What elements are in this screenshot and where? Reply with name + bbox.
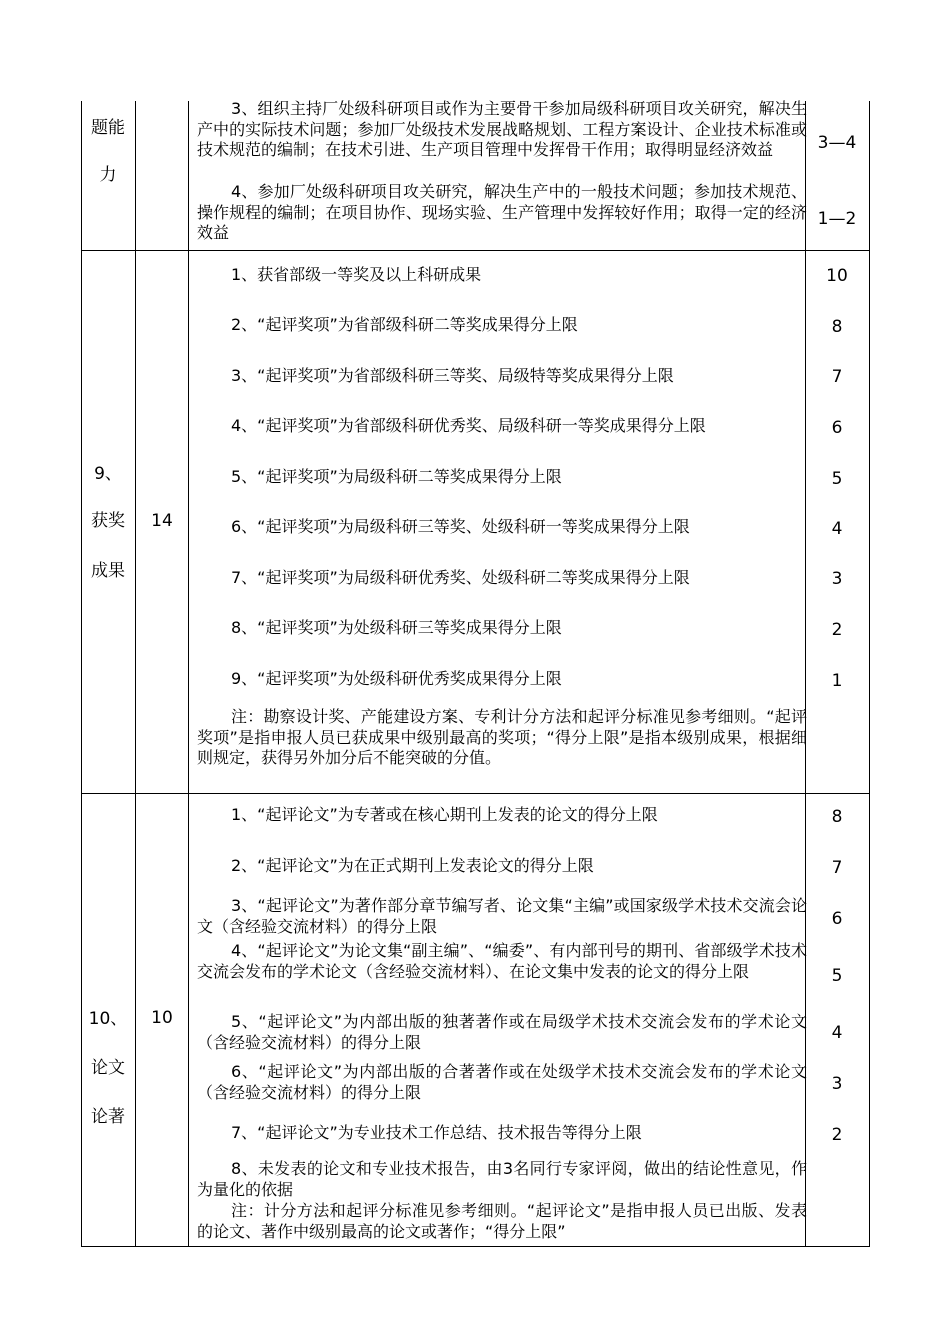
section-9-name-line2: 获奖 bbox=[91, 511, 125, 531]
section-8-name-line1: 题能 bbox=[91, 118, 125, 138]
section-10-item-2: 2、“起评论文”为在正式期刊上发表论文的得分上限 bbox=[231, 856, 594, 875]
section-9-score-4: 6 bbox=[831, 418, 843, 438]
section-8-score-4: 1—2 bbox=[817, 209, 857, 229]
section-10-item-5: 5、“起评论文”为内部出版的独著著作或在局级学术技术交流会发布的学术论文（含经验交流材料）的得分上限 bbox=[197, 1012, 807, 1052]
section-8-item-3: 3、组织主持厂处级科研项目或作为主要骨干参加局级科研项目攻关研究，解决生产中的实际技术问题；参加厂处级技术发展战略规划、工程方案设计、企业技术标准或技术规范的编制；在技术引进、生产项目管理中发挥骨干作用；取得明显经济效益 bbox=[197, 99, 807, 159]
section-9-item-2: 2、“起评奖项”为省部级科研二等奖成果得分上限 bbox=[231, 315, 578, 334]
section-10-points: 10 bbox=[151, 1008, 173, 1028]
section-10-name-line3: 论著 bbox=[91, 1107, 125, 1127]
section-10-item-8: 8、未发表的论文和专业技术报告，由3名同行专家评阅，做出的结论性意见，作为量化的依据 bbox=[197, 1159, 807, 1199]
section-10-item-3: 3、“起评论文”为著作部分章节编写者、论文集“主编”或国家级学术技术交流会论文（含经验交流材料）的得分上限 bbox=[197, 896, 807, 936]
section-10-score-4: 5 bbox=[831, 966, 843, 986]
section-9-item-9: 9、“起评奖项”为处级科研优秀奖成果得分上限 bbox=[231, 669, 562, 688]
section-9-score-5: 5 bbox=[831, 469, 843, 489]
section-10-score-7: 2 bbox=[831, 1125, 843, 1145]
section-9-item-4: 4、“起评奖项”为省部级科研优秀奖、局级科研一等奖成果得分上限 bbox=[231, 416, 706, 435]
section-9-item-7: 7、“起评奖项”为局级科研优秀奖、处级科研二等奖成果得分上限 bbox=[231, 568, 690, 587]
section-9-score-6: 4 bbox=[831, 519, 843, 539]
section-10-item-1: 1、“起评论文”为专著或在核心期刊上发表的论文的得分上限 bbox=[231, 805, 658, 824]
section-9-item-1: 1、获省部级一等奖及以上科研成果 bbox=[231, 265, 482, 284]
section-8-name-line2: 力 bbox=[99, 165, 117, 185]
section-9-score-1: 10 bbox=[826, 266, 848, 286]
evaluation-table bbox=[81, 101, 870, 1247]
row-divider bbox=[82, 250, 869, 251]
section-10-name-line2: 论文 bbox=[91, 1058, 125, 1078]
section-10-score-3: 6 bbox=[831, 909, 843, 929]
section-10-name-line1: 10、 bbox=[88, 1009, 128, 1029]
section-10-item-4: 4、“起评论文”为论文集“副主编”、“编委”、有内部刊号的期刊、省部级学术技术交流会发布的学术论文（含经验交流材料）、在论文集中发表的论文的得分上限 bbox=[197, 941, 807, 981]
section-9-item-8: 8、“起评奖项”为处级科研三等奖成果得分上限 bbox=[231, 618, 562, 637]
section-10-note: 注：计分方法和起评分标准见参考细则。“起评论文”是指申报人员已出版、发表的论文、著作中级别最高的论文或著作；“得分上限” bbox=[197, 1201, 807, 1241]
row-divider bbox=[82, 793, 869, 794]
section-9-name-line1: 9、 bbox=[94, 464, 122, 484]
section-10-score-5: 4 bbox=[831, 1023, 843, 1043]
section-9-note: 注：勘察设计奖、产能建设方案、专利计分方法和起评分标准见参考细则。“起评奖项”是指申报人员已获成果中级别最高的奖项；“得分上限”是指本级别成果，根据细则规定，获得另外加分后不能突破的分值。 bbox=[197, 707, 807, 767]
section-9-score-7: 3 bbox=[831, 569, 843, 589]
section-10-score-6: 3 bbox=[831, 1074, 843, 1094]
section-10-item-7: 7、“起评论文”为专业技术工作总结、技术报告等得分上限 bbox=[231, 1123, 642, 1142]
section-9-points: 14 bbox=[151, 511, 173, 531]
section-8-score-3: 3—4 bbox=[817, 133, 857, 153]
section-9-name-line3: 成果 bbox=[91, 561, 125, 581]
column-divider bbox=[188, 101, 189, 1246]
section-8-item-4: 4、参加厂处级科研项目攻关研究，解决生产中的一般技术问题；参加技术规范、操作规程的编制；在项目协作、现场实验、生产管理中发挥较好作用；取得一定的经济效益 bbox=[197, 182, 807, 242]
section-10-score-1: 8 bbox=[831, 807, 843, 827]
section-10-score-2: 7 bbox=[831, 858, 843, 878]
section-9-item-3: 3、“起评奖项”为省部级科研三等奖、局级特等奖成果得分上限 bbox=[231, 366, 674, 385]
section-9-item-5: 5、“起评奖项”为局级科研二等奖成果得分上限 bbox=[231, 467, 562, 486]
column-divider bbox=[135, 101, 136, 1246]
section-9-score-9: 1 bbox=[831, 671, 843, 691]
section-9-score-2: 8 bbox=[831, 317, 843, 337]
section-9-score-8: 2 bbox=[831, 620, 843, 640]
section-10-item-6: 6、“起评论文”为内部出版的合著著作或在处级学术技术交流会发布的学术论文（含经验交流材料）的得分上限 bbox=[197, 1062, 807, 1102]
section-9-score-3: 7 bbox=[831, 367, 843, 387]
section-9-item-6: 6、“起评奖项”为局级科研三等奖、处级科研一等奖成果得分上限 bbox=[231, 517, 690, 536]
